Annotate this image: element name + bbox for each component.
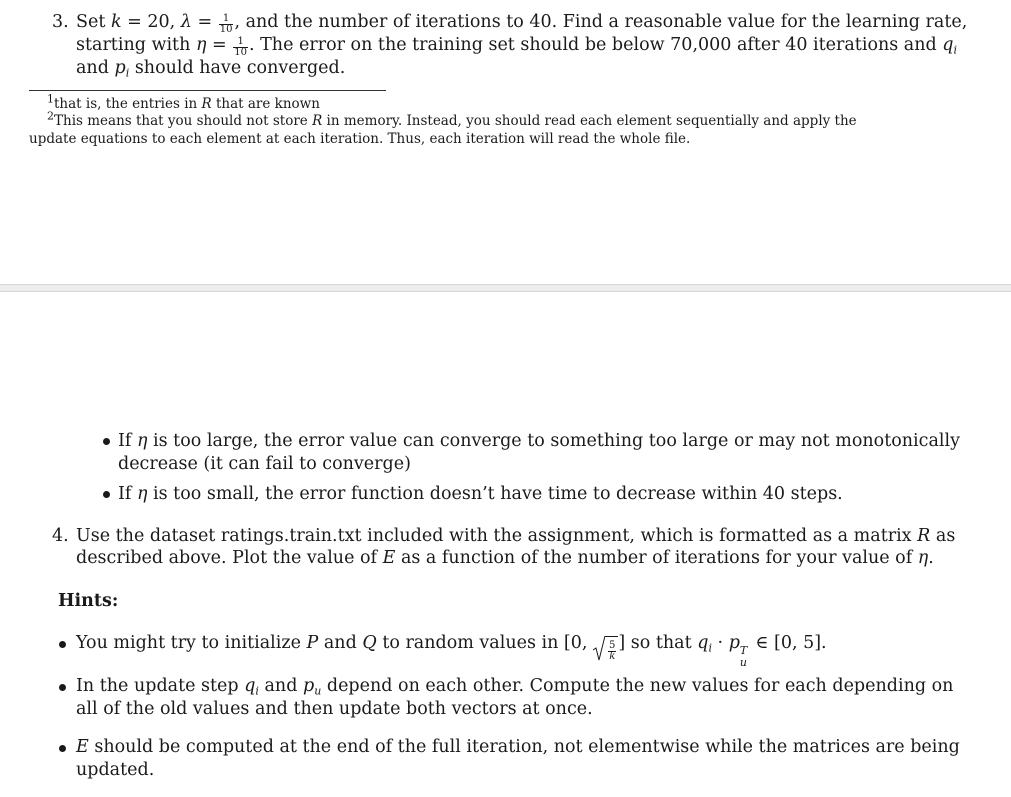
eta-bullet-2: If η is too small, the error function doesn’t have time to decrease within 40 steps. — [118, 484, 843, 504]
footnote-rule — [29, 90, 386, 91]
bullet-dot — [59, 684, 66, 691]
hint-1: You might try to initialize P and Q to random values in [0, $\frac{5}{k}$ ] so that $q_i \cdot p$ T u ∈ [0, 5]. — [76, 633, 827, 669]
bullet-dot — [59, 745, 66, 752]
hint-3-line-1: E should be computed at the end of the full iteration, not elementwise while the matrices are being — [76, 737, 960, 757]
fraction-one-tenth: $\frac{1}{10}$ — [219, 12, 233, 35]
bullet-dot — [59, 641, 66, 648]
item-3-line-2: starting with η = $\frac{1}{10}$ . The error on the training set should be below 70,000 after 40 iterations and $q_i$ — [76, 35, 958, 58]
sqrt-five-over-k: $\frac{5}{k}$ — [593, 636, 618, 662]
item-4-number: 4. — [52, 526, 69, 546]
footnote-2-line-1: $^2$This means that you should not store R in memory. Instead, you should read each element sequentially and apply the — [47, 109, 857, 129]
footnote-1: $^1$that is, the entries in R that are known — [47, 92, 320, 112]
eta-bullet-1-line-1: If η is too large, the error value can converge to something too large or may not monotonically — [118, 431, 960, 451]
hint-2-line-1: In the update step $q_i$ and $p_u$ depend on each other. Compute the new values for each depending on — [76, 676, 954, 698]
hints-heading: Hints: — [58, 591, 119, 611]
footnote-2-line-2: update equations to each element at each iteration. Thus, each iteration will read the whole file. — [29, 131, 691, 147]
hint-3-line-2: updated. — [76, 760, 155, 780]
item-4-line-1: Use the dataset ratings.train.txt included with the assignment, which is formatted as a matrix R as — [76, 526, 956, 546]
hint-2-line-2: all of the old values and then update both vectors at once. — [76, 699, 593, 719]
bullet-dot — [103, 491, 110, 498]
item-4-line-2: described above. Plot the value of E as a function of the number of iterations for your value of η. — [76, 548, 934, 568]
fraction-eta-one-tenth: $\frac{1}{10}$ — [234, 35, 247, 58]
item-3-number: 3. — [52, 12, 69, 32]
bullet-dot — [103, 438, 110, 445]
item-3-line-3: and $p_i$ should have converged. — [76, 58, 346, 80]
page-separator — [0, 284, 1011, 292]
eta-bullet-1-line-2: decrease (it can fail to converge) — [118, 454, 411, 474]
item-3-line-1: Set k = 20, λ = $\frac{1}{10}$ , and the number of iterations to 40. Find a reasonable value for the learning rate, — [76, 12, 968, 35]
